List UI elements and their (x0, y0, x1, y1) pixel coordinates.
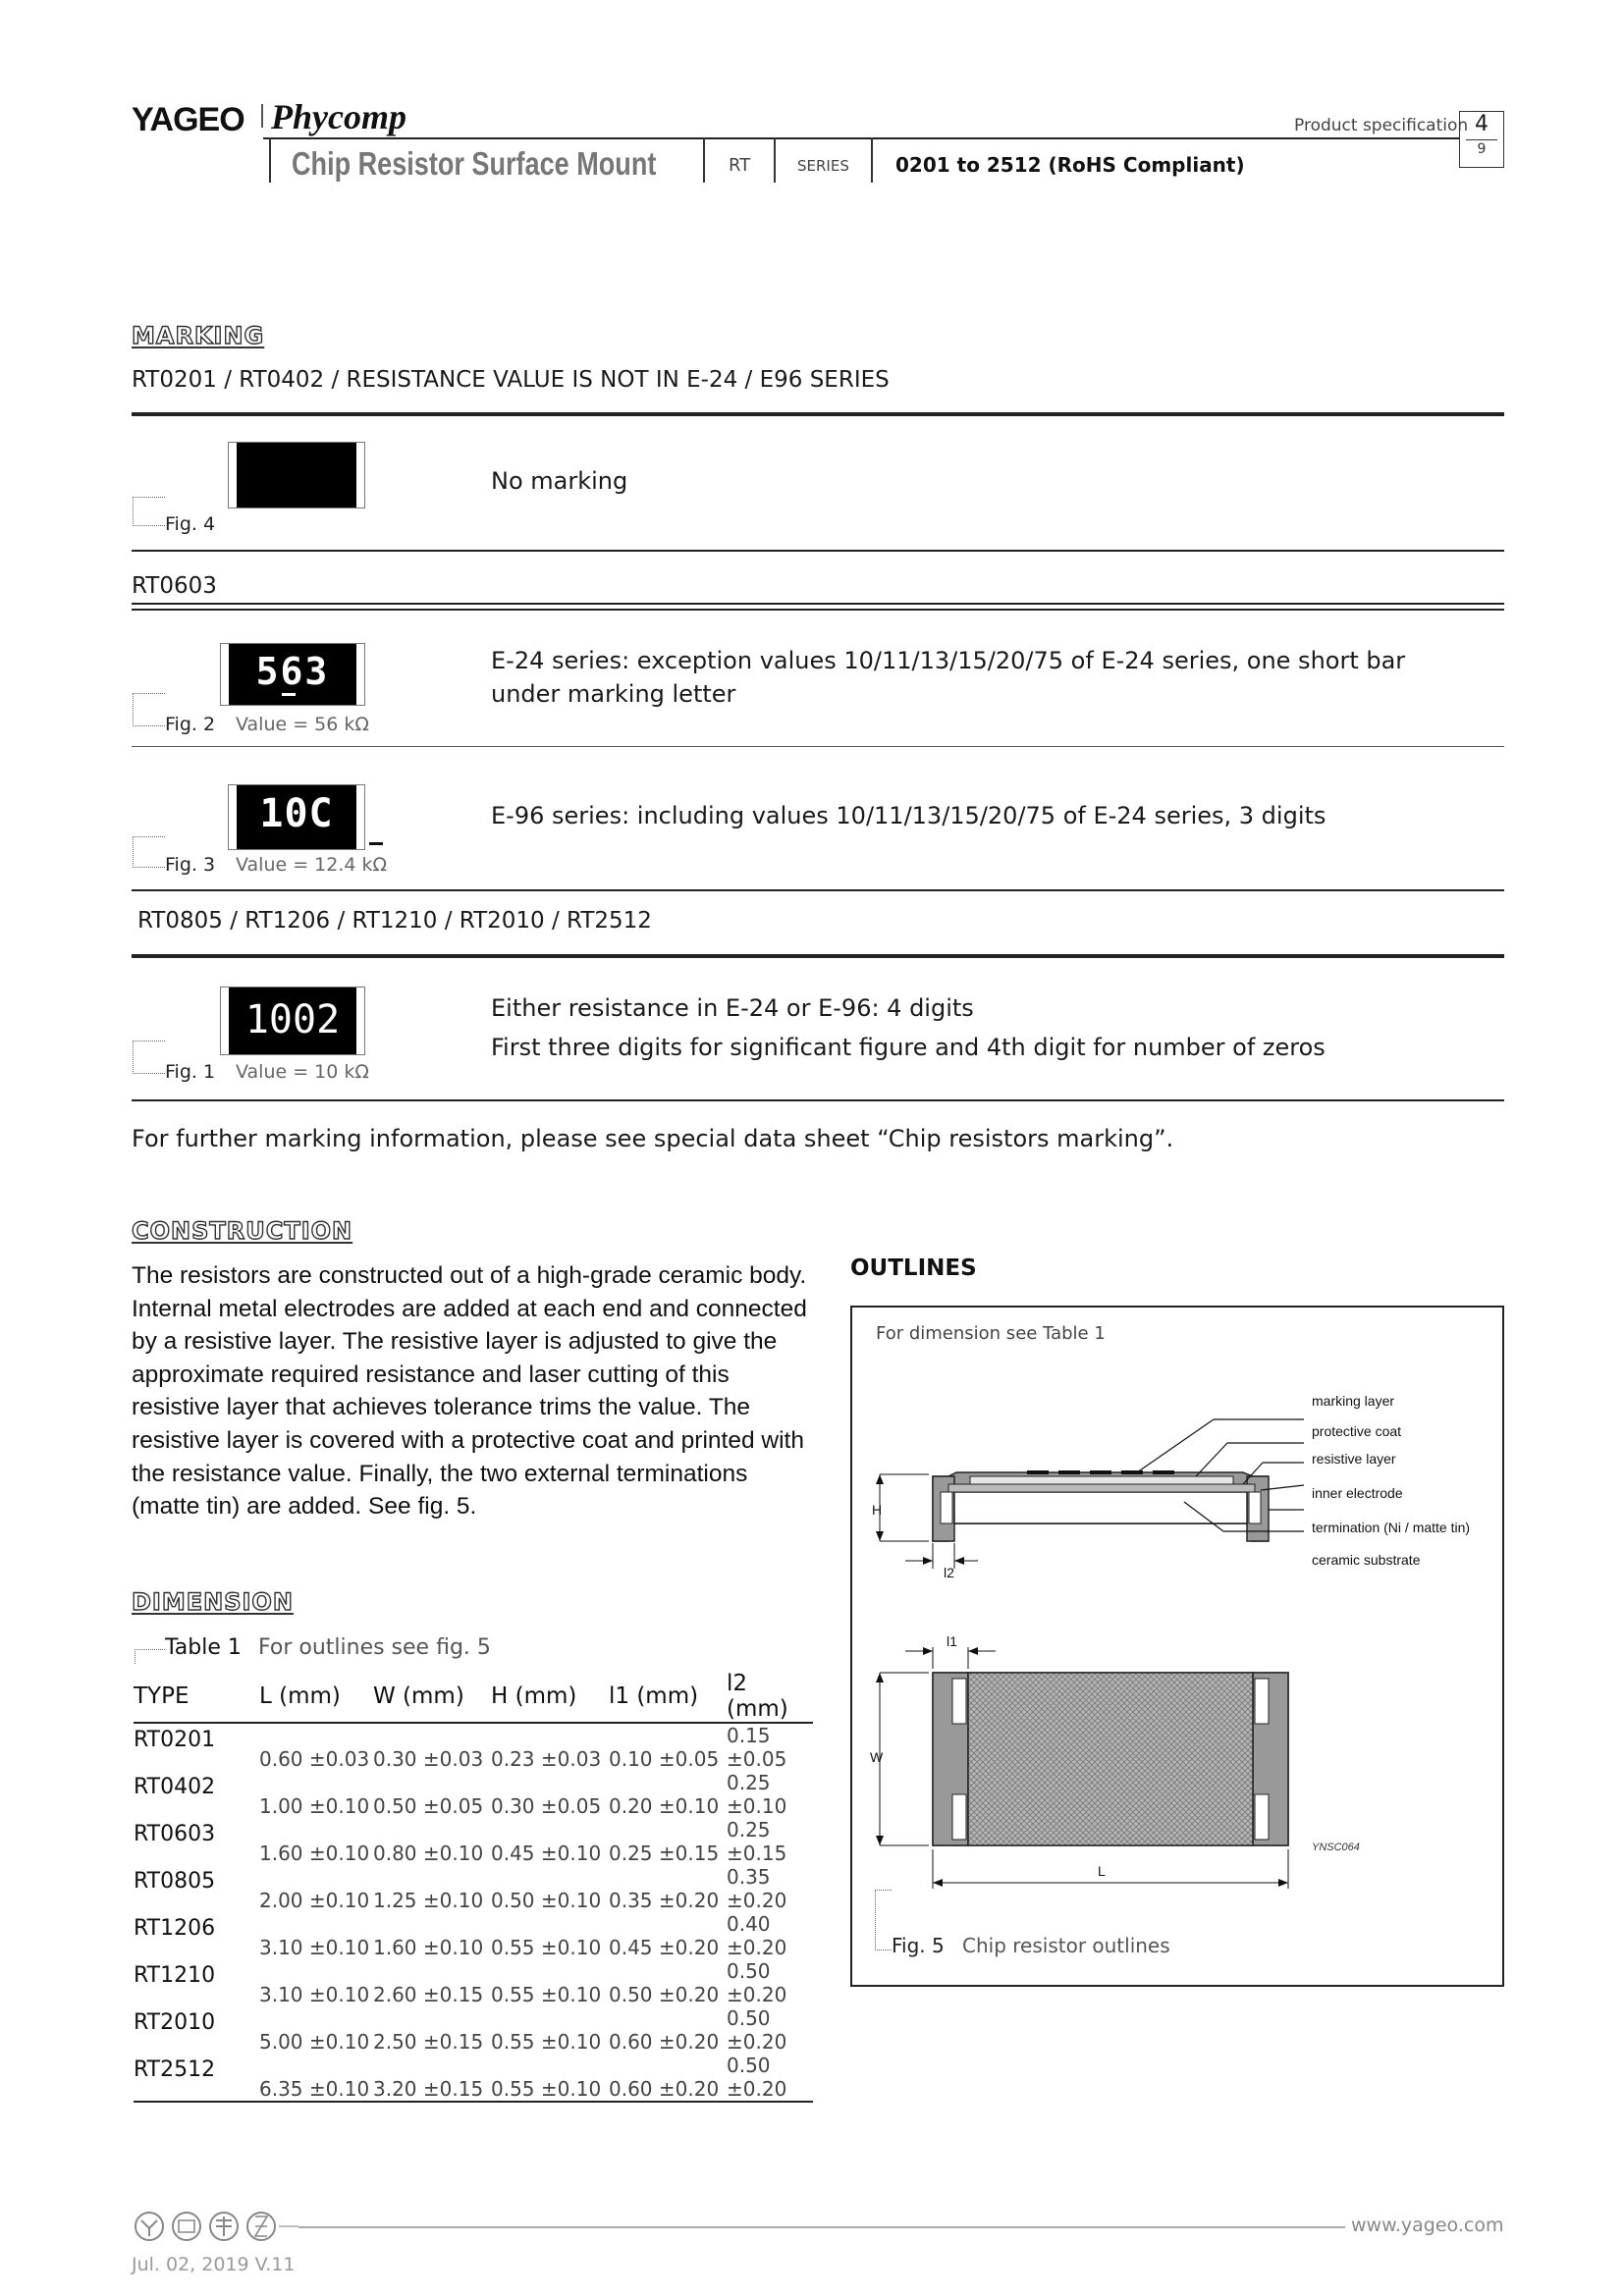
table-cell-value: 1.25 ±0.10 (373, 1889, 484, 1912)
table-cell-value: 0.10 ±0.05 (609, 1747, 720, 1771)
table-cell-type: RT1210 (134, 1963, 216, 1988)
table-cell-value: 0.15 ±0.05 (727, 1724, 787, 1771)
table-cell-value: 0.55 ±0.10 (491, 1983, 602, 2006)
marking-group2-title: RT0603 (132, 573, 217, 599)
table-cell-value: 0.50 ±0.20 (727, 2054, 787, 2101)
col-l2: l2 (mm) (727, 1671, 788, 1722)
dim-label-h: H (872, 1502, 883, 1518)
table-cell-value: 0.30 ±0.05 (491, 1794, 602, 1818)
table-cell-value: 1.60 ±0.10 (259, 1842, 370, 1865)
footer-date-version: Jul. 02, 2019 V.11 (132, 2254, 296, 2275)
table-cell-value: 0.80 ±0.10 (373, 1842, 484, 1865)
fig2-label: Fig. 2 (165, 714, 216, 735)
fig3-chip-marking: 10C (259, 791, 334, 836)
series-label: SERIES (797, 157, 849, 175)
label-termination: termination (Ni / matte tin) (1312, 1520, 1471, 1535)
dim-label-l2: l2 (944, 1565, 954, 1580)
footer-url[interactable]: www.yageo.com (1351, 2215, 1504, 2236)
table-cell-value: 1.00 ±0.10 (259, 1794, 370, 1818)
label-inner-electrode: inner electrode (1312, 1485, 1403, 1501)
table-cell-value: 0.50 ±0.10 (491, 1889, 602, 1912)
table-cell-type: RT2512 (134, 2057, 216, 2082)
dimension-table-body (134, 1723, 813, 2102)
dimension-heading: DIMENSION (132, 1588, 294, 1616)
fig3-description: E-96 series: including values 10/11/13/15/20/75 of E-24 series, 3 digits (491, 802, 1326, 829)
fig1-description-line2: First three digits for significant figure and 4th digit for number of zeros (491, 1034, 1326, 1061)
table-cell-value: 0.23 ±0.03 (491, 1747, 602, 1771)
marking-heading: MARKING (132, 322, 265, 349)
fig1-description-line1: Either resistance in E-24 or E-96: 4 digits (491, 994, 974, 1022)
environmental-icons (132, 2209, 298, 2244)
table-cell-value: 0.55 ±0.10 (491, 1936, 602, 1959)
table-cell-value: 0.50 ±0.20 (609, 1983, 720, 2006)
table-caption-bracket (135, 1649, 165, 1664)
table-row (134, 2054, 813, 2102)
table-cell-type: RT0402 (134, 1775, 216, 1799)
table-cell-value: 3.10 ±0.10 (259, 1936, 370, 1959)
brand-logo-yageo: YAGEO (132, 101, 244, 138)
fig3-chip (229, 785, 364, 849)
table-cell-value: 3.20 ±0.15 (373, 2077, 484, 2101)
table-cell-value: 2.00 ±0.10 (259, 1889, 370, 1912)
page-number-box (1459, 111, 1504, 168)
table-cell-value: 0.60 ±0.03 (259, 1747, 370, 1771)
table-cell-value: 0.40 ±0.20 (727, 1912, 787, 1959)
series-range: 0201 to 2512 (RoHS Compliant) (895, 153, 1245, 177)
table-cell-value: 5.00 ±0.10 (259, 2030, 370, 2054)
fig1-label: Fig. 1 (165, 1061, 216, 1083)
table-row (134, 1723, 813, 1771)
fig4-description: No marking (491, 467, 628, 495)
page-number: 4 (1475, 112, 1489, 136)
fig1-value: Value = 10 kΩ (236, 1061, 369, 1083)
table-cell-value: 3.10 ±0.10 (259, 1983, 370, 2006)
table-cell-value: 1.60 ±0.10 (373, 1936, 484, 1959)
col-type: TYPE (134, 1683, 189, 1709)
label-ceramic-substrate: ceramic substrate (1312, 1552, 1421, 1568)
fig4-label: Fig. 4 (165, 513, 216, 535)
table-row (134, 1771, 813, 1818)
table-cell-value: 2.60 ±0.15 (373, 1983, 484, 2006)
table-cell-value: 0.20 ±0.10 (609, 1794, 720, 1818)
table-cell-value: 0.25 ±0.15 (727, 1818, 787, 1865)
marking-group1-title: RT0201 / RT0402 / RESISTANCE VALUE IS NOT IN E-24 / E96 SERIES (132, 367, 890, 393)
fig1-chip (221, 988, 364, 1054)
fig4-chip (229, 443, 364, 507)
fig5-label: Fig. 5 (892, 1934, 945, 1957)
document-title: Chip Resistor Surface Mount (292, 145, 657, 182)
table-cell-type: RT2010 (134, 2010, 216, 2035)
total-pages: 9 (1477, 141, 1487, 157)
fig2-chip (221, 644, 364, 705)
table-cell-value: 0.50 ±0.20 (727, 1959, 787, 2006)
table-cell-value: 0.55 ±0.10 (491, 2030, 602, 2054)
marking-group3-title: RT0805 / RT1206 / RT1210 / RT2010 / RT2512 (137, 908, 652, 934)
dim-label-w: W (870, 1749, 884, 1765)
product-spec-label: Product specification (1294, 116, 1469, 135)
table-row (134, 1912, 813, 1959)
col-l1: l1 (mm) (609, 1683, 699, 1709)
table-caption: For outlines see fig. 5 (258, 1635, 491, 1660)
construction-heading: CONSTRUCTION (132, 1217, 353, 1245)
table-header-row (134, 1671, 813, 1723)
label-marking-layer: marking layer (1312, 1393, 1395, 1409)
table-cell-value: 0.60 ±0.20 (609, 2077, 720, 2101)
table-row (134, 1865, 813, 1912)
dim-label-l1: l1 (947, 1633, 957, 1649)
label-protective-coat: protective coat (1312, 1423, 1402, 1439)
table-label: Table 1 (165, 1635, 242, 1660)
fig5-bracket (875, 1890, 892, 1950)
col-l: L (mm) (259, 1683, 341, 1709)
fig1-chip-marking: 1002 (244, 997, 341, 1042)
table-row (134, 2006, 813, 2054)
table-cell-value: 0.55 ±0.10 (491, 2077, 602, 2101)
marking-further-info: For further marking information, please see special data sheet “Chip resistors marking”. (132, 1125, 1174, 1152)
col-w: W (mm) (373, 1683, 464, 1709)
label-resistive-layer: resistive layer (1312, 1451, 1396, 1467)
chip-top-view-diagram (850, 1629, 1504, 1904)
fig2-chip-marking: 563 (255, 650, 330, 693)
table-cell-value: 0.25 ±0.15 (609, 1842, 720, 1865)
table-cell-value: 2.50 ±0.15 (373, 2030, 484, 2054)
outlines-heading: OUTLINES (850, 1255, 977, 1281)
fig2-value: Value = 56 kΩ (236, 714, 369, 735)
dimension-table (134, 1671, 813, 2103)
table-cell-value: 0.60 ±0.20 (609, 2030, 720, 2054)
table-cell-type: RT0805 (134, 1869, 216, 1894)
col-h: H (mm) (491, 1683, 577, 1709)
table-cell-value: 0.35 ±0.20 (727, 1865, 787, 1912)
fig2-description: E-24 series: exception values 10/11/13/15/20/75 of E-24 series, one short bar under marking letter (491, 647, 1406, 708)
table-cell-value: 6.35 ±0.10 (259, 2077, 370, 2101)
fig3-value: Value = 12.4 kΩ (236, 854, 388, 876)
table-cell-value: 0.45 ±0.20 (609, 1936, 720, 1959)
table-cell-type: RT1206 (134, 1916, 216, 1941)
drawing-code: YNSC064 (1312, 1842, 1360, 1853)
table-cell-value: 0.25 ±0.10 (727, 1771, 787, 1818)
table-cell-value: 0.50 ±0.20 (727, 2006, 787, 2054)
dim-label-l: L (1098, 1863, 1106, 1879)
table-cell-value: 0.50 ±0.05 (373, 1794, 484, 1818)
table-cell-type: RT0603 (134, 1822, 216, 1846)
table-cell-value: 0.30 ±0.03 (373, 1747, 484, 1771)
fig5-caption: Chip resistor outlines (962, 1934, 1170, 1957)
table-cell-value: 0.45 ±0.10 (491, 1842, 602, 1865)
table-cell-type: RT0201 (134, 1728, 216, 1752)
brand-logo-phycomp: Phycomp (271, 97, 406, 136)
table-cell-value: 0.35 ±0.20 (609, 1889, 720, 1912)
table-row (134, 1959, 813, 2006)
series-code: RT (729, 155, 751, 176)
outlines-note: For dimension see Table 1 (876, 1323, 1106, 1344)
fig3-label: Fig. 3 (165, 854, 216, 876)
construction-text: The resistors are constructed out of a high-grade ceramic body. Internal metal electrodes are added at each end and connected by a resistive layer. The resistive layer is adjusted to give the approximate required resistance and laser cutting of this resistive layer that achieves tolerance trims the value. The resistive layer is covered with a protective coat and printed with the resistance value. Finally, the two external terminations (matte tin) are added. See fig. 5. (132, 1262, 807, 1521)
table-row (134, 1818, 813, 1865)
